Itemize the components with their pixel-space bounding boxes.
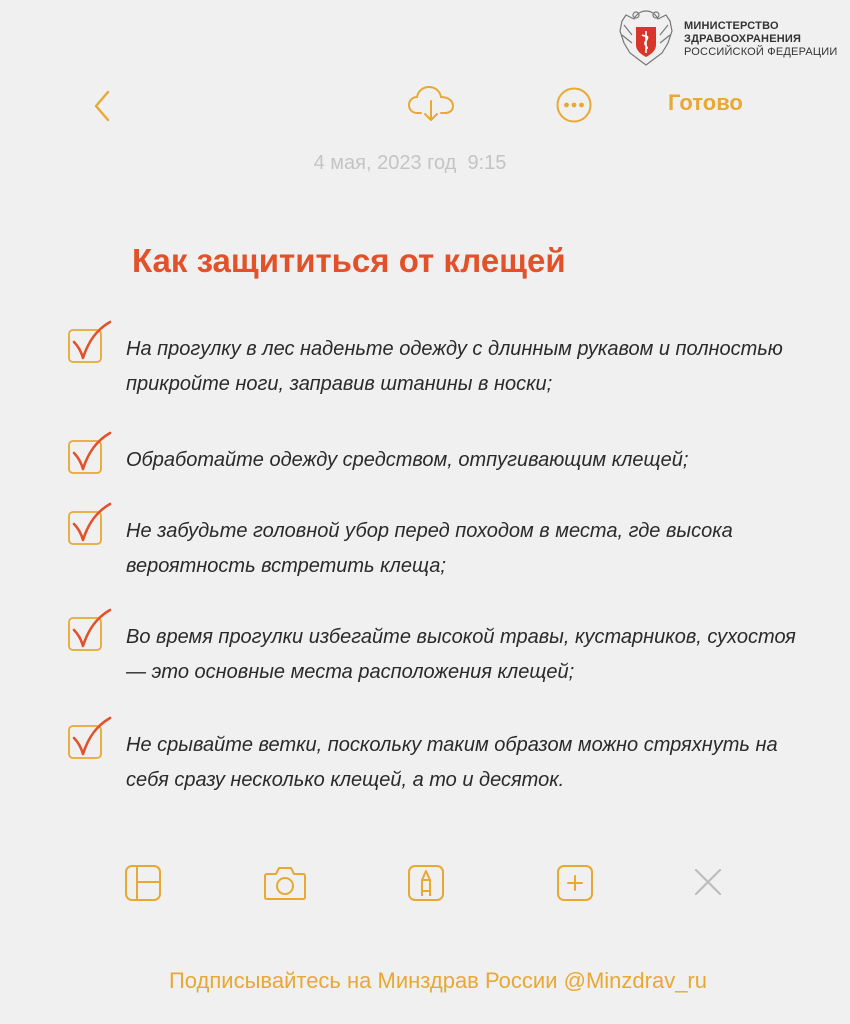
ministry-name-line2: ЗДРАВООХРАНЕНИЯ: [684, 33, 802, 45]
table-icon: [124, 864, 162, 902]
note-date: 4 мая, 2023 год 9:15: [313, 152, 507, 174]
camera-icon: [263, 864, 307, 902]
plus-box-icon: [556, 864, 594, 902]
subscribe-footer: Подписывайтесь на Минздрав России @Minzdrav_ru: [168, 968, 707, 993]
ministry-logo: [616, 5, 846, 73]
checklist-item-text: Не срывайте ветки, поскольку таким образом можно стряхнуть на себя сразу несколько клещей, а то и десяток.: [126, 734, 778, 791]
close-icon: [692, 866, 724, 898]
coat-of-arms-icon: [616, 5, 676, 71]
ministry-name: [684, 20, 837, 59]
ministry-name-line1: МИНИСТЕРСТВО: [684, 20, 779, 32]
close-button[interactable]: [692, 866, 724, 903]
checklist-item-text: Не забудьте головной убор перед походом в места, где высока вероятность встретить клеща;: [126, 520, 733, 577]
add-button[interactable]: [556, 864, 594, 907]
pen-icon: [407, 864, 445, 902]
checkbox-checked-icon[interactable]: [66, 716, 114, 764]
checkbox-checked-icon[interactable]: [66, 608, 114, 656]
note-title: Как защититься от клещей: [132, 242, 566, 279]
download-button[interactable]: [406, 84, 456, 124]
checkbox-checked-icon[interactable]: [66, 431, 114, 479]
chevron-left-icon: [92, 89, 112, 123]
checkbox-checked-icon[interactable]: [66, 502, 114, 550]
markup-button[interactable]: [407, 864, 445, 907]
more-button[interactable]: [555, 86, 593, 124]
cloud-download-icon: [407, 85, 455, 123]
checkbox-checked-icon[interactable]: [66, 320, 114, 368]
back-button[interactable]: [88, 88, 116, 124]
checklist-item-text: Во время прогулки избегайте высокой травы, кустарников, сухостоя — это основные места расположения клещей;: [126, 626, 796, 683]
more-icon: [555, 86, 593, 124]
checklist-item-text: Обработайте одежду средством, отпугивающим клещей;: [126, 449, 689, 471]
camera-button[interactable]: [263, 864, 307, 907]
table-button[interactable]: [124, 864, 162, 907]
ministry-name-line3: РОССИЙСКОЙ ФЕДЕРАЦИИ: [684, 46, 838, 58]
checklist-item-text: На прогулку в лес наденьте одежду с длинным рукавом и полностью прикройте ноги, заправив штанины в носки;: [126, 338, 783, 395]
done-button[interactable]: Готово: [668, 90, 743, 115]
